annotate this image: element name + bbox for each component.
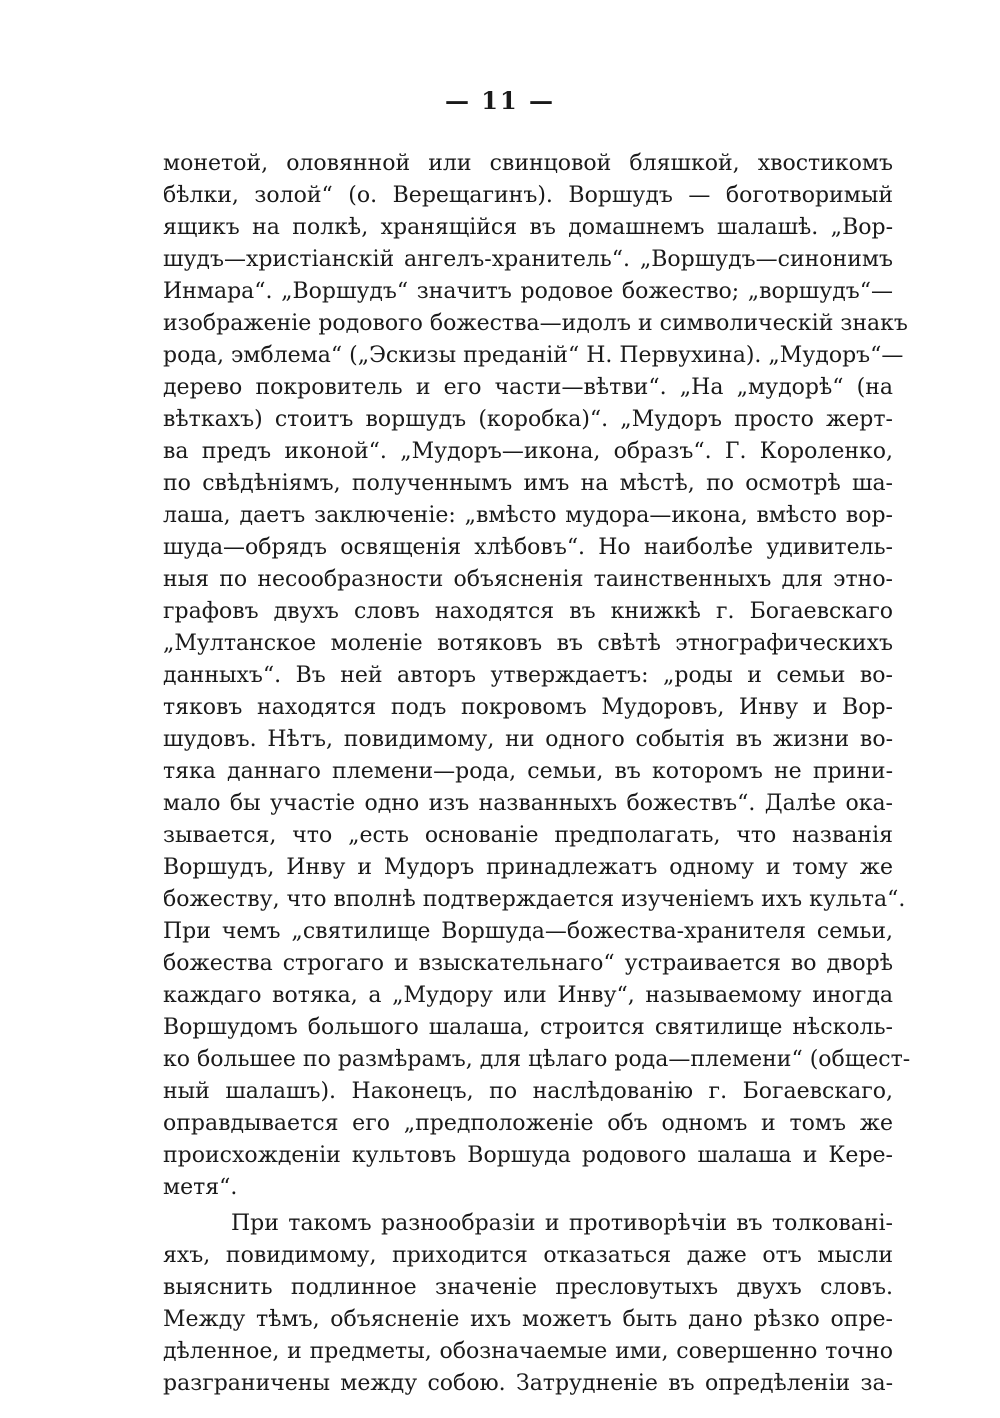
text-line: божеству, что вполнѣ подтверждается изученіемъ ихъ культа“. bbox=[163, 887, 906, 912]
text-line: оправдывается его „предположеніе объ одномъ и томъ же bbox=[163, 1111, 893, 1136]
text-line: тяковъ находятся подъ покровомъ Мудоровъ, Инву и Вор- bbox=[163, 695, 893, 720]
text-line: При такомъ разнообразіи и противорѣчіи въ толкованi- bbox=[231, 1211, 893, 1236]
text-line: бѣлки, золой“ (о. Верещагинъ). Воршудъ — боготворимый bbox=[163, 183, 893, 208]
text-line: тяка даннаго племени—рода, семьи, въ которомъ не прини- bbox=[163, 759, 893, 784]
text-line: метя“. bbox=[163, 1175, 238, 1200]
text-line: При чемъ „святилище Воршуда—божества-хранителя семьи, bbox=[163, 919, 893, 944]
text-line: Инмара“. „Воршудъ“ значитъ родовое божество; „воршудъ“— bbox=[163, 279, 893, 304]
text-line: изображеніе родового божества—идолъ и символическій знакъ bbox=[163, 311, 908, 336]
text-line: шудъ—христіанскій ангелъ-хранитель“. „Воршудъ—синонимъ bbox=[163, 247, 893, 272]
text-line: дѣленное, и предметы, обозначаемые ими, совершенно точно bbox=[163, 1339, 893, 1364]
text-line: разграничены между собою. Затрудненіе въ опредѣленіи за- bbox=[163, 1371, 893, 1396]
text-line: Воршудомъ большого шалаша, строится святилище нѣсколь- bbox=[163, 1015, 893, 1040]
text-line: дерево покровитель и его части—вѣтви“. „На „мудорѣ“ (на bbox=[163, 375, 893, 400]
text-line: ящикъ на полкѣ, хранящійся въ домашнемъ шалашѣ. „Вор- bbox=[163, 215, 893, 240]
text-line: ва предъ иконой“. „Мудоръ—икона, образъ“. Г. Короленко, bbox=[163, 439, 893, 464]
paragraph-2 bbox=[163, 1208, 893, 1400]
text-line: Воршудъ, Инву и Мудоръ принадлежатъ одному и тому же bbox=[163, 855, 893, 880]
text-line: монетой, оловянной или свинцовой бляшкой, хвостикомъ bbox=[163, 151, 893, 176]
text-line: Между тѣмъ, объясненіе ихъ можетъ быть дано рѣзко опре- bbox=[163, 1307, 893, 1332]
text-line: мало бы участіе одно изъ названныхъ божествъ“. Далѣе ока- bbox=[163, 791, 893, 816]
page-number: — 11 — bbox=[444, 86, 556, 115]
text-line: шудовъ. Нѣтъ, повидимому, ни одного событія въ жизни во- bbox=[163, 727, 893, 752]
text-line: божества строгаго и взыскательнаго“ устраивается во дворѣ bbox=[163, 951, 893, 976]
text-line: графовъ двухъ словъ находятся въ книжкѣ г. Богаевскаго bbox=[163, 599, 893, 624]
text-line: по свѣдѣніямъ, полученнымъ имъ на мѣстѣ, по осмотрѣ ша- bbox=[163, 471, 893, 496]
text-line: каждаго вотяка, а „Мудору или Инву“, называемому иногда bbox=[163, 983, 893, 1008]
text-line: лаша, даетъ заключеніе: „вмѣсто мудора—икона, вмѣсто вор- bbox=[163, 503, 893, 528]
text-line: зывается, что „есть основаніе предполагать, что названія bbox=[163, 823, 893, 848]
text-line: происхожденіи культовъ Воршуда родового шалаша и Кере- bbox=[163, 1143, 893, 1168]
text-line: данныхъ“. Въ ней авторъ утверждаетъ: „роды и семьи во- bbox=[163, 663, 893, 688]
text-line: шуда—обрядъ освященія хлѣбовъ“. Но наиболѣе удивитель- bbox=[163, 535, 893, 560]
body-text bbox=[163, 148, 911, 1400]
text-line: вѣткахъ) стоитъ воршудъ (коробка)“. „Мудоръ просто жерт- bbox=[163, 407, 893, 432]
text-line: рода, эмблема“ („Эскизы преданій“ Н. Первухина). „Мудоръ“— bbox=[163, 343, 904, 368]
text-line: выяснить подлинное значеніе пресловутыхъ двухъ словъ. bbox=[163, 1275, 893, 1300]
text-line: ный шалашъ). Наконецъ, по наслѣдованію г. Богаевскаго, bbox=[163, 1079, 893, 1104]
text-line: яхъ, повидимому, приходится отказаться даже отъ мысли bbox=[163, 1243, 893, 1268]
text-line: „Мултанское моленіе вотяковъ въ свѣтѣ этнографическихъ bbox=[163, 631, 893, 656]
paragraph-1 bbox=[163, 148, 911, 1204]
text-line: ныя по несообразности объясненія таинственныхъ для этно- bbox=[163, 567, 893, 592]
text-line: ко большее по размѣрамъ, для цѣлаго рода—племени“ (общест- bbox=[163, 1047, 911, 1072]
